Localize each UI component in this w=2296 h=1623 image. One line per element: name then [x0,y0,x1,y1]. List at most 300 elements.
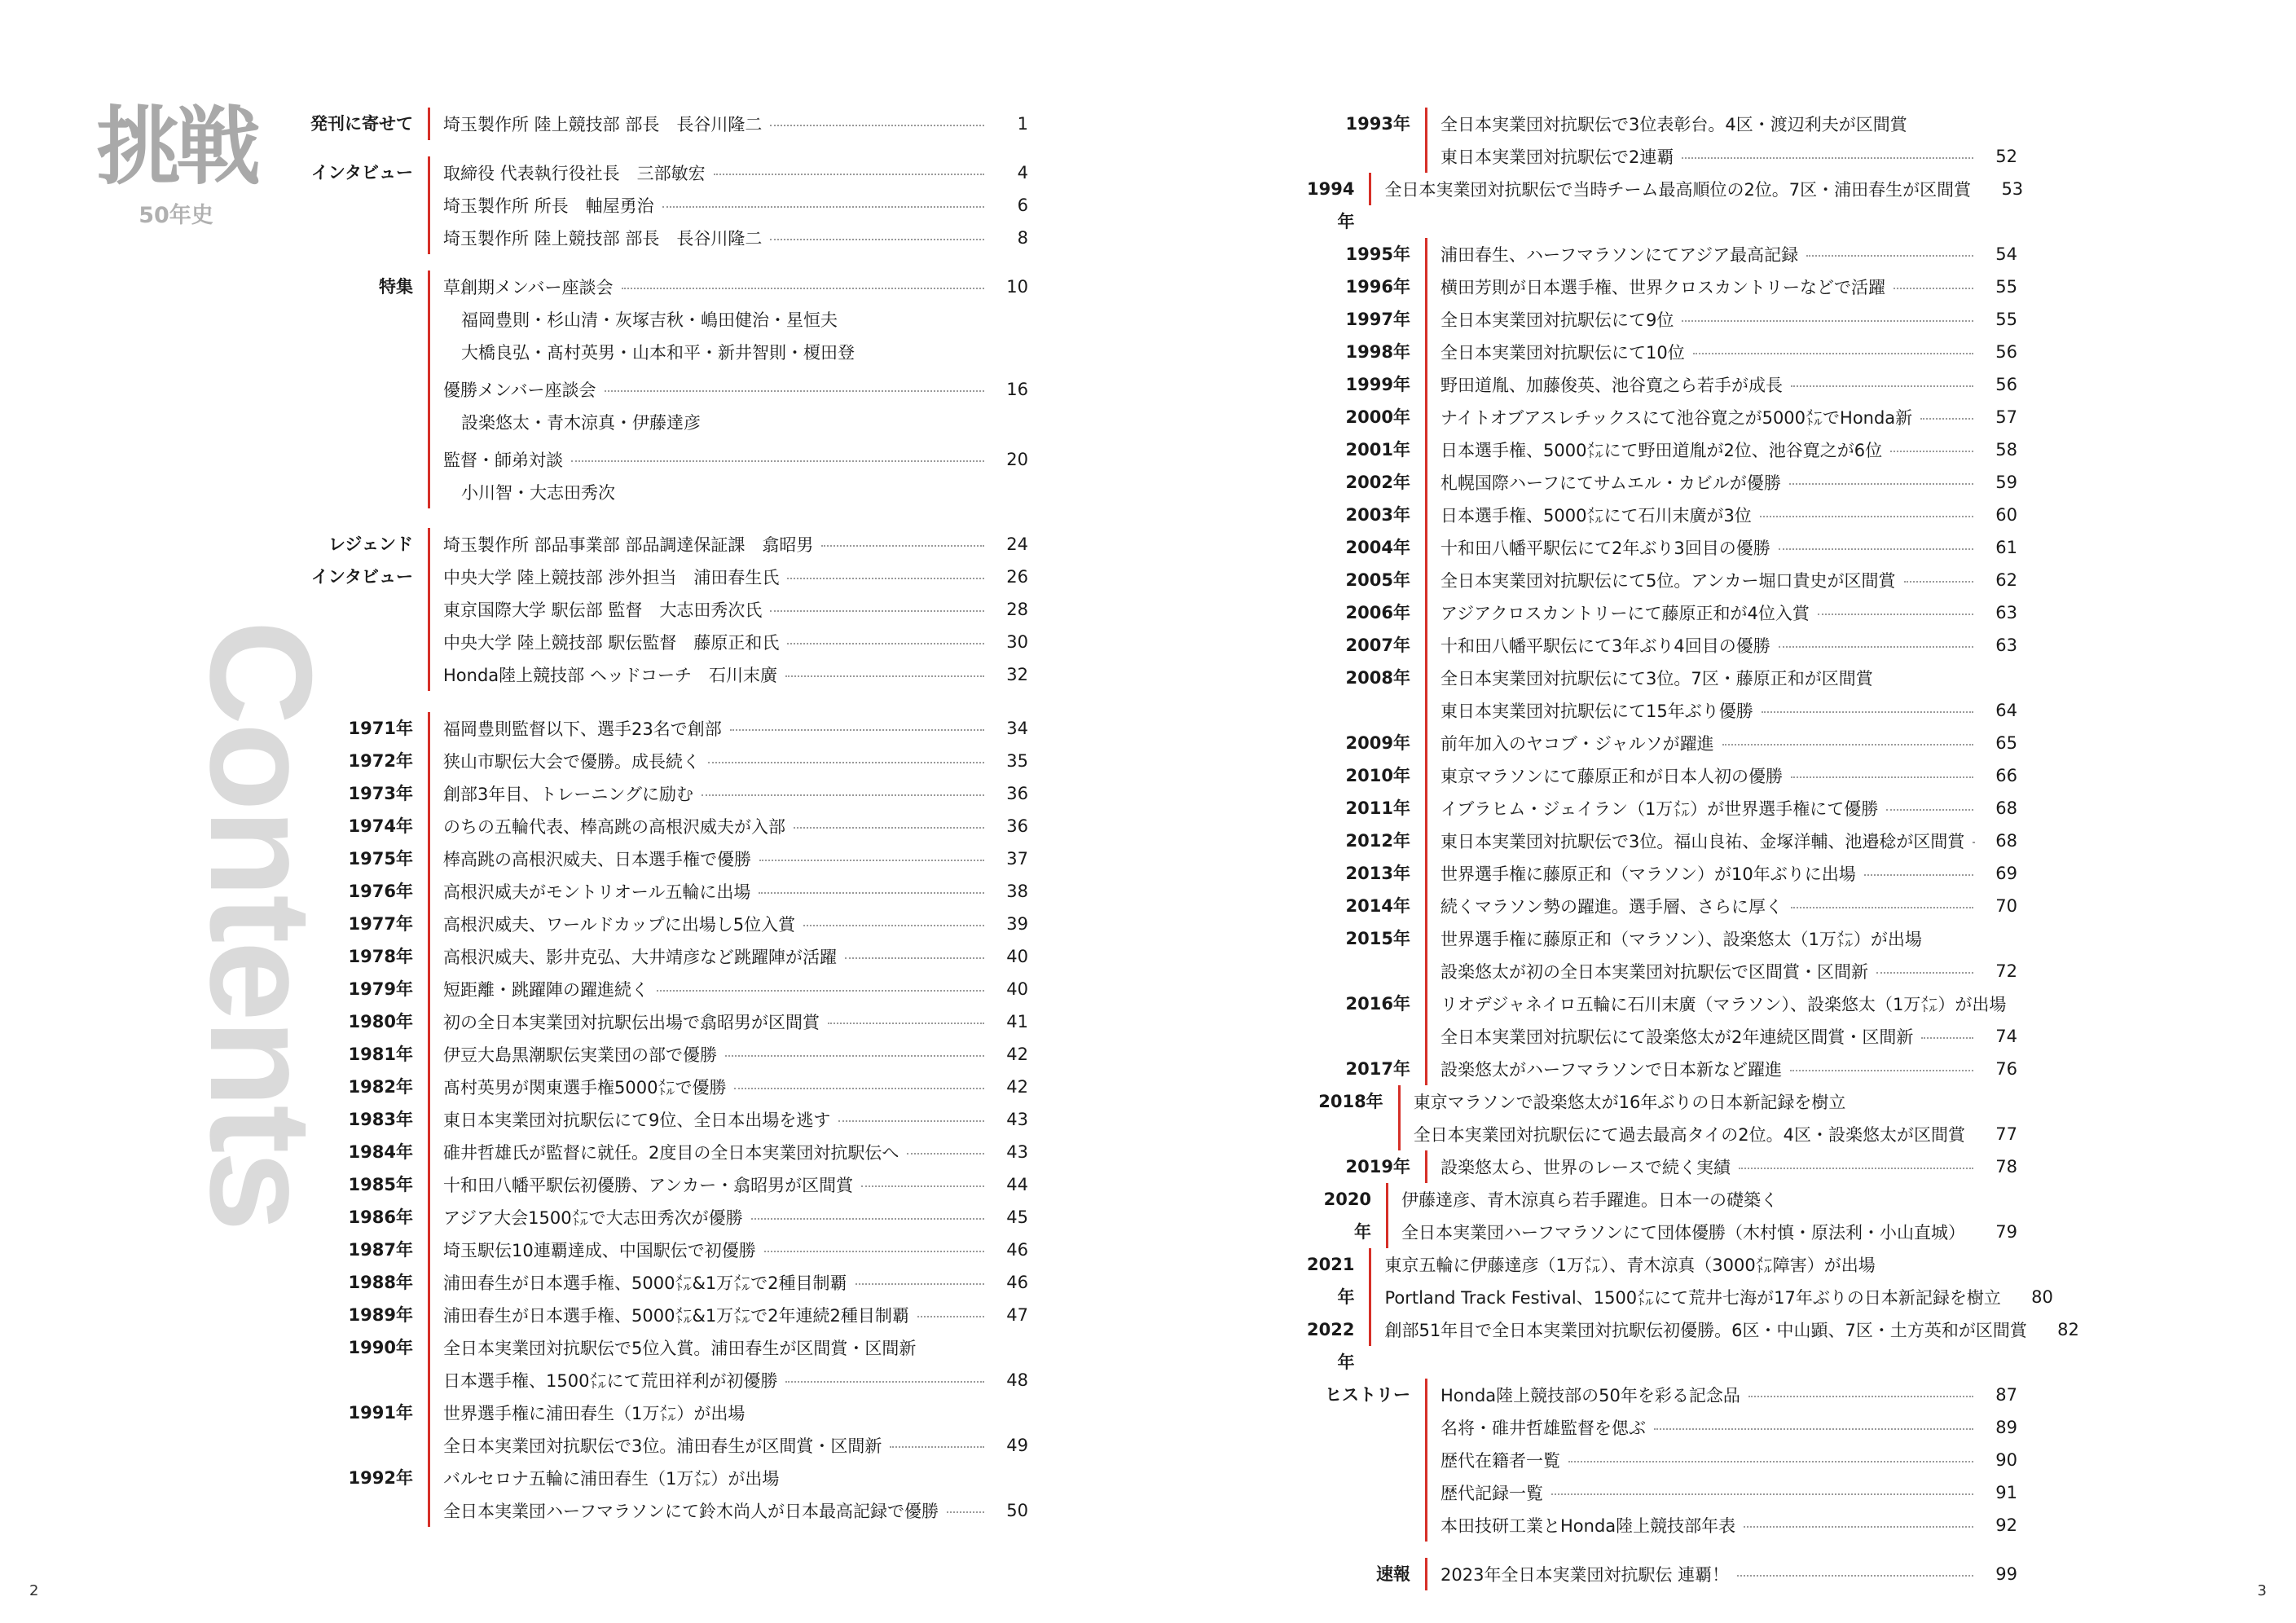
toc-group [1307,727,2017,759]
toc-entry-title: 日本選手権、5000㍍にて野田道胤が2位、池谷寛之が6位 [1440,441,1883,460]
toc-entry-title: バルセロナ五輪に浦田春生（1万㍍）が出場 [443,1469,780,1489]
toc-page-number: 64 [1995,701,2017,720]
toc-section-label: 1977年 [348,914,413,934]
toc-entry[interactable] [1440,1509,2017,1542]
toc-group [1307,173,2024,238]
toc-dot-leader [730,729,984,731]
toc-dot-leader [1779,646,1973,648]
toc-entry[interactable] [1440,596,2017,629]
toc-page-number: 57 [1995,407,2017,427]
toc-section-label: 1986年 [348,1207,413,1227]
toc-page-number: 54 [1995,244,2017,264]
toc-section-label: 1987年 [348,1240,413,1260]
toc-entry-title: 設楽悠太が初の全日本実業団対抗駅伝で区間賞・区間新 [1440,962,1868,982]
toc-entry[interactable] [1440,336,2017,368]
toc-entry-title: 全日本実業団対抗駅伝にて設楽悠太が2年連続区間賞・区間新 [1440,1027,1914,1047]
toc-page-number: 45 [1006,1207,1028,1227]
toc-entry[interactable] [1384,173,2023,205]
toc-dot-leader [1760,516,1973,517]
toc-dot-leader [1904,581,1973,583]
toc-entry-title: 設楽悠太ら、世界のレースで続く実績 [1440,1158,1731,1177]
toc-entry[interactable] [443,189,1028,222]
toc-group [310,1038,1028,1071]
toc-entry-title: 十和田八幡平駅伝にて2年ぶり3回目の優勝 [1440,539,1770,558]
toc-group [310,908,1028,940]
toc-entries [428,940,1028,973]
toc-entry[interactable] [443,156,1028,189]
toc-entry[interactable] [1440,890,2017,922]
toc-group [1307,596,2017,629]
toc-dot-leader [861,1185,984,1187]
toc-page-number: 76 [1995,1059,2017,1079]
toc-entry-title: 設楽悠太がハーフマラソンで日本新など躍進 [1440,1060,1782,1080]
toc-entry-title: 全日本実業団対抗駅伝で5位入賞。浦田春生が区間賞・区間新 [443,1339,917,1358]
toc-entry[interactable] [1440,499,2017,531]
toc-section-label: 2002年 [1345,473,1410,492]
book-title: 挑戦 [95,96,256,196]
toc-dot-leader [1791,385,1973,387]
toc-dot-leader [803,925,984,926]
toc-page-number: 40 [1006,979,1028,999]
toc-page-number: 62 [1995,570,2017,590]
toc-page-number: 28 [1006,600,1028,619]
toc-dot-leader [759,892,984,894]
toc-entries [1369,1248,2052,1313]
toc-section-label: 1989年 [348,1305,413,1325]
toc-entry[interactable] [1440,531,2017,564]
toc-entry[interactable] [1440,368,2017,401]
toc-dot-leader [571,460,984,462]
toc-entry[interactable] [443,1462,1028,1494]
toc-entries [1425,987,2017,1053]
toc-section-label: 2010年 [1345,766,1410,785]
toc-page-number: 43 [1006,1110,1028,1129]
toc-entries [428,1136,1028,1168]
toc-entry[interactable] [1440,140,2017,173]
toc-entries [428,1005,1028,1038]
toc-page-number: 8 [1017,228,1028,248]
toc-entry[interactable] [443,1266,1028,1299]
toc-entry[interactable] [1440,825,2017,857]
toc-section-label: 1974年 [348,816,413,836]
toc-entries [428,810,1028,842]
toc-dot-leader [770,239,984,240]
toc-entry[interactable] [1440,955,2017,987]
toc-group [1307,368,2017,401]
toc-entries [428,1396,1028,1462]
toc-group [310,528,1028,691]
toc-dot-leader [1876,972,1973,974]
toc-section-label: 1979年 [348,979,413,999]
toc-group [1307,466,2017,499]
toc-entries [1425,466,2017,499]
toc-entry[interactable] [443,1364,1028,1396]
toc-page-number: 77 [1995,1124,2017,1144]
toc-entry-title: 碓井哲雄氏が監督に就任。2度目の全日本実業団対抗駅伝へ [443,1143,899,1163]
toc-page-number: 30 [1006,632,1028,652]
toc-entry[interactable] [443,1038,1028,1071]
toc-dot-leader [785,675,984,677]
toc-section-label: 発刊に寄せて [310,114,413,134]
toc-entry[interactable] [443,528,1028,561]
toc-entry[interactable] [1440,1053,2017,1085]
toc-group [1307,1248,2053,1313]
toc-entries [1425,825,2017,857]
toc-entry-title: 創部3年目、トレーニングに励む [443,785,693,804]
toc-page-number: 46 [1006,1240,1028,1260]
toc-entry-title: Portland Track Festival、1500㍍にて荒井七海が17年ぶりの日本新記録を樹立 [1384,1288,2001,1308]
toc-entry[interactable] [1440,792,2017,825]
toc-entries [1425,531,2017,564]
toc-entries [428,842,1028,875]
toc-entry[interactable] [443,476,1028,508]
toc-dot-leader [1789,483,1973,485]
toc-entry[interactable] [443,1331,1028,1364]
toc-group [310,1103,1028,1136]
toc-entry[interactable] [443,908,1028,940]
toc-group [310,1071,1028,1103]
toc-page-number: 44 [1006,1175,1028,1194]
toc-entry-title: 全日本実業団対抗駅伝にて9位 [1440,310,1674,330]
toc-section-label: 2016年 [1345,994,1410,1014]
toc-entries [1425,1379,2017,1542]
toc-entry[interactable] [1440,1379,2017,1411]
toc-section-label: 1992年 [348,1468,413,1488]
toc-entry[interactable] [1440,922,2017,955]
toc-page-number: 6 [1017,196,1028,215]
toc-entry-title: 埼玉製作所 部品事業部 部品調達保証課 翕昭男 [443,535,814,555]
toc-entry[interactable] [1440,1150,2017,1183]
toc-entry[interactable] [443,1103,1028,1136]
toc-entry-title: 高根沢威夫、ワールドカップに出場し5位入賞 [443,915,796,935]
toc-page-number: 56 [1995,342,2017,362]
toc-entries [428,1071,1028,1103]
toc-entry[interactable] [443,875,1028,908]
toc-entry[interactable] [1440,694,2017,727]
toc-entry[interactable] [443,1201,1028,1234]
toc-right-column [1307,108,2079,1590]
toc-entry-title: 草創期メンバー座談会 [443,278,614,297]
toc-entry[interactable] [443,1168,1028,1201]
toc-page-number: 80 [2031,1287,2053,1307]
toc-entry[interactable] [443,222,1028,254]
toc-entry[interactable] [1440,1476,2017,1509]
toc-entries [1425,336,2017,368]
toc-section-label: 2004年 [1345,538,1410,557]
toc-page-number: 78 [1995,1157,2017,1177]
toc-section-label: 1988年 [348,1273,413,1292]
toc-page-number: 59 [1995,473,2017,492]
toc-entry[interactable] [1384,1313,2078,1346]
toc-entry[interactable] [443,1136,1028,1168]
toc-page-number: 66 [1995,766,2017,785]
toc-entry[interactable] [1440,270,2017,303]
toc-entry[interactable] [1440,564,2017,596]
toc-group [310,1168,1028,1201]
toc-section-label: 1991年 [348,1403,413,1423]
toc-dot-leader [1722,744,1973,746]
toc-page-number: 58 [1995,440,2017,460]
toc-entries [1425,629,2017,662]
toc-dot-leader [751,1218,984,1220]
toc-entries [428,270,1028,508]
toc-entry-title: 東京国際大学 駅伝部 監督 大志田秀次氏 [443,600,763,620]
toc-dot-leader [1894,288,1973,289]
toc-entry[interactable] [443,745,1028,777]
toc-dot-leader [1744,1526,1973,1528]
toc-dot-leader [1920,418,1973,420]
toc-entries [1425,596,2017,629]
toc-entries [428,973,1028,1005]
toc-page-number: 49 [1006,1436,1028,1455]
toc-entry[interactable] [443,270,1028,303]
toc-entry[interactable] [443,810,1028,842]
toc-entry[interactable] [443,1494,1028,1527]
toc-dot-leader [1682,320,1973,322]
toc-group [310,842,1028,875]
toc-entry[interactable] [443,777,1028,810]
toc-section-label: 2009年 [1345,733,1410,753]
toc-group [1307,792,2017,825]
toc-dot-leader [856,1283,984,1285]
toc-entry-title: 全日本実業団対抗駅伝にて5位。アンカー堀口貴史が区間賞 [1440,571,1896,591]
toc-entry[interactable] [1440,662,2017,694]
toc-entry-title: 全日本実業団ハーフマラソンにて団体優勝（木村慎・原法利・小山直城） [1401,1223,1965,1243]
toc-entry[interactable] [1440,238,2017,270]
toc-entry-title: 前年加入のヤコブ・ジャルソが躍進 [1440,734,1714,754]
toc-entry[interactable] [1440,987,2017,1020]
toc-entries [428,1299,1028,1331]
toc-group [310,973,1028,1005]
toc-page-number: 48 [1006,1370,1028,1390]
toc-entries [1425,499,2017,531]
toc-entry[interactable] [1440,108,2017,140]
toc-entry[interactable] [1440,1444,2017,1476]
toc-entry-title: イブラヒム・ジェイラン（1万㍍）が世界選手権にて優勝 [1440,799,1879,819]
toc-entries [1425,1558,2017,1590]
toc-entry[interactable] [443,712,1028,745]
toc-entry[interactable] [1440,759,2017,792]
toc-entries [428,1234,1028,1266]
toc-entry[interactable] [443,973,1028,1005]
toc-entry-title: 東京マラソンで設楽悠太が16年ぶりの日本新記録を樹立 [1413,1093,1846,1112]
toc-group [310,1201,1028,1234]
toc-entry-title: 本田技研工業とHonda陸上競技部年表 [1440,1516,1736,1536]
toc-dot-leader [1568,1461,1973,1462]
toc-group [1307,1379,2017,1542]
toc-entry[interactable] [1440,857,2017,890]
toc-dot-leader [890,1446,984,1448]
toc-entry-title: 監督・師弟対談 [443,451,563,470]
toc-dot-leader [907,1153,984,1155]
toc-entries [428,875,1028,908]
toc-entry[interactable] [443,1299,1028,1331]
toc-section-label: 1971年 [348,719,413,738]
toc-group [1307,270,2017,303]
toc-entry[interactable] [443,406,1028,438]
toc-entry[interactable] [1384,1281,2052,1313]
toc-page-number: 20 [1006,450,1028,469]
toc-entry[interactable] [1440,629,2017,662]
toc-entry-title: 2023年全日本実業団対抗駅伝 連覇！ [1440,1565,1730,1585]
toc-dot-leader [821,545,984,547]
toc-entry[interactable] [1401,1216,2017,1248]
toc-entry[interactable] [443,1429,1028,1462]
toc-page-number: 39 [1006,914,1028,934]
toc-page-number: 34 [1006,719,1028,738]
toc-section-label: 2000年 [1345,407,1410,427]
toc-entry-title: Honda陸上競技部の50年を彩る記念品 [1440,1386,1740,1405]
toc-entry-title: 名将・碓井哲雄監督を偲ぶ [1440,1418,1646,1438]
toc-group [1307,303,2017,336]
toc-entry-title: 続くマラソン勢の躍進。選手層、さらに厚く [1440,897,1783,917]
toc-entry-title: 中央大学 陸上競技部 駅伝監督 藤原正和氏 [443,633,780,653]
toc-entry[interactable] [443,108,1028,140]
toc-group [1307,531,2017,564]
toc-group [1307,1183,2017,1248]
toc-entry[interactable] [1440,466,2017,499]
toc-page-number: 56 [1995,375,2017,394]
toc-dot-leader [1654,1428,1973,1430]
toc-dot-leader [1818,614,1973,615]
toc-dot-leader [828,1023,984,1024]
toc-entry[interactable] [1440,401,2017,433]
toc-entry-title: 優勝メンバー座談会 [443,380,596,400]
toc-entry[interactable] [1401,1183,2017,1216]
toc-entry-title: のちの五輪代表、棒高跳の高根沢威夫が入部 [443,817,785,837]
toc-entries [1425,759,2017,792]
toc-entry-title: 全日本実業団ハーフマラソンにて鈴木尚人が日本最高記録で優勝 [443,1502,939,1521]
toc-entry-title: 東日本実業団対抗駅伝にて9位、全日本出場を逃す [443,1111,831,1130]
toc-section-label: 1985年 [348,1175,413,1194]
page-number-left: 2 [29,1582,39,1599]
toc-entry-title: 全日本実業団対抗駅伝で3位。浦田春生が区間賞・区間新 [443,1436,882,1456]
toc-dot-leader [622,288,984,289]
toc-dot-leader [702,794,984,796]
toc-entry-title: 世界選手権に藤原正和（マラソン）が10年ぶりに出場 [1440,864,1856,884]
toc-page-number: 1 [1017,114,1028,134]
toc-page-number: 68 [1995,831,2017,851]
toc-entry[interactable] [1414,1118,2017,1150]
toc-entry[interactable] [443,842,1028,875]
toc-page-number: 74 [1995,1027,2017,1046]
toc-entry[interactable] [1440,303,2017,336]
toc-group [1307,499,2017,531]
toc-entry-title: アジアクロスカントリーにて藤原正和が4位入賞 [1440,604,1810,623]
toc-dot-leader [708,762,984,763]
toc-section-label: 1996年 [1345,277,1410,297]
toc-entry[interactable] [1440,1411,2017,1444]
toc-page-number: 63 [1995,603,2017,622]
toc-entry[interactable] [443,658,1028,691]
toc-entry-title: 全日本実業団対抗駅伝にて過去最高タイの2位。4区・設楽悠太が区間賞 [1413,1125,1965,1145]
toc-page-number: 42 [1006,1045,1028,1064]
toc-group [1307,401,2017,433]
toc-entry-title: 創部51年目で全日本実業団対抗駅伝初優勝。6区・中山顕、7区・土方英和が区間賞 [1384,1321,2027,1340]
toc-entry[interactable] [443,1234,1028,1266]
toc-entry-title: 埼玉製作所 所長 軸屋勇治 [443,196,654,216]
toc-section-label: 2008年 [1345,668,1410,688]
toc-entries [428,1201,1028,1234]
toc-section-label: 2019年 [1345,1157,1410,1177]
toc-entry[interactable] [443,940,1028,973]
toc-page-number: 69 [1995,864,2017,883]
toc-entry[interactable] [1440,727,2017,759]
toc-entry[interactable] [1384,1248,2052,1281]
toc-group [1307,857,2017,890]
toc-dot-leader [1921,1037,1973,1039]
toc-dot-leader [770,125,984,126]
toc-dot-leader [1748,1396,1973,1397]
toc-entry[interactable] [443,303,1028,336]
toc-dot-leader [1806,255,1973,257]
toc-page-number: 55 [1995,310,2017,329]
toc-entry[interactable] [443,373,1028,406]
toc-entry[interactable] [443,561,1028,593]
toc-page-number: 82 [2057,1320,2079,1339]
toc-entries [428,1038,1028,1071]
toc-entries [428,777,1028,810]
toc-entry-title: 狭山市駅伝大会で優勝。成長続く [443,752,700,772]
toc-dot-leader [605,390,984,392]
toc-entry[interactable] [1440,433,2017,466]
toc-group [1307,629,2017,662]
toc-entries [428,1168,1028,1201]
toc-entry[interactable] [443,626,1028,658]
toc-entry[interactable] [1440,1558,2017,1590]
toc-entry-title: 歴代在籍者一覧 [1440,1451,1560,1471]
toc-entry-title: 全日本実業団対抗駅伝にて10位 [1440,343,1685,363]
toc-dot-leader [1864,874,1973,876]
toc-page-number: 61 [1995,538,2017,557]
toc-section-label: 2011年 [1345,798,1410,818]
toc-section-label: 2001年 [1345,440,1410,460]
toc-group [310,156,1028,254]
toc-entry-title: 福岡豊則・杉山清・灰塚吉秋・嶋田健治・星恒夫 [461,310,838,330]
toc-group [310,745,1028,777]
toc-entry[interactable] [443,443,1028,476]
toc-entries [428,908,1028,940]
toc-dot-leader [794,827,984,829]
toc-entry[interactable] [443,336,1028,368]
toc-entries [428,1462,1028,1527]
toc-entry[interactable] [1414,1085,2017,1118]
toc-entries [1425,303,2017,336]
toc-entry-title: 札幌国際ハーフにてサムエル・カビルが優勝 [1440,473,1781,493]
toc-section-label: レジェンド インタビュー [310,534,413,587]
toc-entry[interactable] [1440,1020,2017,1053]
toc-entry[interactable] [443,1005,1028,1038]
toc-section-label: 特集 [379,277,413,297]
toc-entries [428,1103,1028,1136]
toc-section-label: 1972年 [348,751,413,771]
toc-entry[interactable] [443,1071,1028,1103]
toc-entry-title: 全日本実業団対抗駅伝で3位表彰台。4区・渡辺利夫が区間賞 [1440,115,1907,134]
toc-dot-leader [725,1055,984,1057]
toc-group [1307,108,2017,173]
toc-entry-title: 伊豆大島黒潮駅伝実業団の部で優勝 [443,1045,717,1065]
toc-entry[interactable] [443,1396,1028,1429]
toc-section-label: 2012年 [1345,831,1410,851]
toc-entry[interactable] [443,593,1028,626]
toc-group [1307,433,2017,466]
toc-dot-leader [1791,776,1973,778]
toc-page-number: 35 [1006,751,1028,771]
toc-entries [1425,270,2017,303]
toc-section-label: 1990年 [348,1338,413,1357]
toc-section-label: 2015年 [1345,929,1410,948]
toc-group [310,1234,1028,1266]
